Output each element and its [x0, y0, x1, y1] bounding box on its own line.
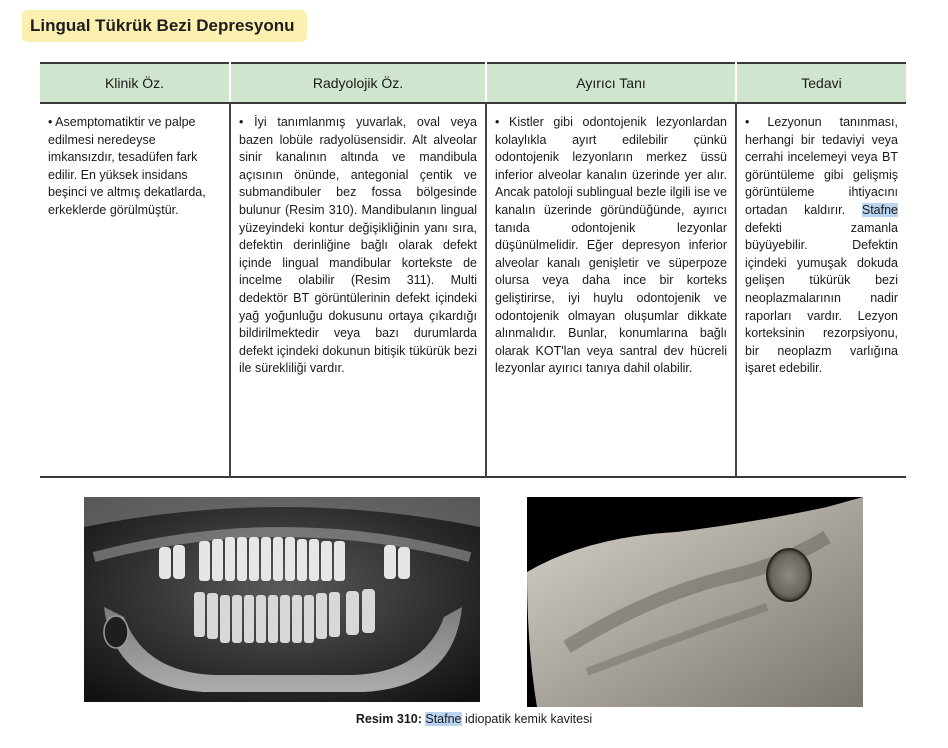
header-klinik: Klinik Öz. — [40, 63, 230, 103]
header-tedavi: Tedavi — [736, 63, 906, 103]
tedavi-text-1: • Lezyonun tanınması, herhangi bir tedaviyi veya cerrahi incelemeyi veya BT görüntüleme gibi gelişmiş görüntüleme ihtiyacını ortadan kaldırır. — [745, 115, 898, 217]
cell-klinik: • Asemptomatiktir ve palpe edilmesi neredeyse imkansızdır, tesadüfen fark edilir. En yüksek insidans beşinci ve altmış dekatlarda, erkeklerde görülmüştür. — [40, 103, 230, 477]
highlight-stafne[interactable]: Stafne — [861, 202, 898, 217]
page-title: Lingual Tükrük Bezi Depresyonu — [22, 10, 307, 42]
header-ayirici-tani: Ayırıcı Tanı — [486, 63, 736, 103]
caption-label: Resim 310: — [355, 712, 422, 726]
header-radyolojik: Radyolojik Öz. — [230, 63, 486, 103]
tedavi-text-2: defekti zamanla büyüyebilir. Defektin içindeki yumuşak dokuda gelişen tükürük bezi neoplazmalarının nadir raporları vardır. Lezyon korteksinin rezorpsiyonu, bir neoplazm varlığına işaret edebilir. — [745, 220, 898, 376]
figure-caption — [0, 712, 948, 726]
cell-radyolojik: • İyi tanımlanmış yuvarlak, oval veya bazen lobüle radyolüsensidir. Alt alveolar sinir kanalının altında ve mandibula açısının önünde, antegonial çentik ve submandibuler bez fossa bölgesinde bulunur (Resim 310). Mandibulanın lingual yüzeyindeki kontur değişikliğinin yanı sıra, defektin derinliğine bağlı olarak defekt içinde lingual mandibular kortekste de incelme olabilir (Resim 311). Multi dedektör BT görüntülerinin defekt içindeki yağ yoğunluğu dokusunu ortaya çıkardığı bildirilmektedir veya bazı durumlarda defekt içindeki dokunun bitişik tükürük bezi ile sürekliliği vardır. — [230, 103, 486, 477]
cell-ayirici-tani: • Kistler gibi odontojenik lezyonlardan kolaylıkla ayırt edilebilir çünkü odontojenik lezyonların merkez üssü inferior alveolar kanalın üzerinde yer alır. Ancak patoloji sublingual bezle ilgili ise ve kanalın üzerinde göründüğünde, ayırıcı tanıda odontojenik lezyonlar düşünülmelidir. Eğer depresyon inferior alveolar kanalı genişletir ve süperpoze olursa veya daha ince bir korteks geliştirirse, iyi huylu odontojenik ve odontojenik olmayan oluşumlar dikkate alınmalıdır. Bunlar, konumlarına bağlı olarak KOT'lan veya santral dev hücreli lezyonlar ayırıcı tanıya dahil olabilir. — [486, 103, 736, 477]
stafne-table — [40, 62, 906, 478]
panoramic-xray-image — [84, 497, 480, 702]
caption-highlight-stafne[interactable]: Stafne — [425, 712, 462, 726]
cell-tedavi — [736, 103, 906, 477]
caption-text: idiopatik kemik kavitesi — [461, 712, 593, 726]
ct-3d-image — [527, 497, 863, 707]
